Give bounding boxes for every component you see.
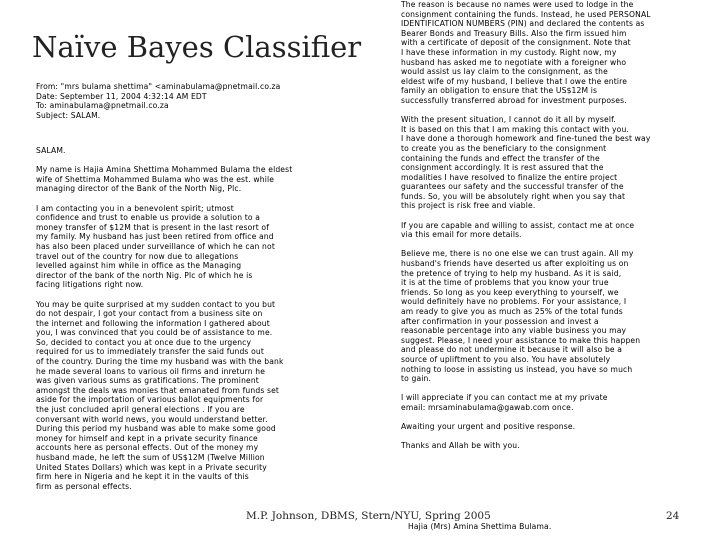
email-paragraph: You may be quite surprised at my sudden contact to you but do not despair, I got your contact from a business site on the internet and following the information I gathered about you, I was convinced that you could be of assistance to me. So, decided to contact you at once due to the urgency required for us to immediately transfer the said funds out of the country. During the time my husband was with the bank he made several loans to various oil firms and inreturn he was given various sums as gratifications. The prominent amongst the deals was monies that emanated from funds set aside for the importation of various ballot equipments for the just concluded april general elections . If you are conversant with world news, you would understand better. During this period my husband was able to make some good money for himself and kept in a private security finance accounts here as personal effects. Out of the money my husband made, he left the sum of US$12M (Twelve Million United States Dollars) which was kept in a Private security firm here in Nigeria and he kept it in the vaults of this firm as personal effects.	[36, 299, 284, 491]
email-paragraph: With the present situation, I cannot do it all by myself. It is based on this that I am making this contact with you. I have done a thorough homework and fine-tuned the best way to create you as the beneficiary to the consignment containing the funds and effect the transfer of the consignment accordingly. It is rest assured that the modalities I have resolved to finalize the entire project guarantees our safety and the successful transfer of the funds. So, you will be absolutely right when you say that this project is risk free and viable.	[401, 115, 651, 211]
email-header: From: "mrs bulama shettima" <aminabulama@pnetmail.co.za Date: September 11, 2004 4:32:14 AM EDT To: aminabulama@pnetmail.co.za Subject: SALAM.	[36, 82, 281, 120]
email-paragraph: Awaiting your urgent and positive response.	[401, 422, 576, 432]
email-paragraph: I will appreciate if you can contact me at my private email: mrsaminabulama@gawab.com once.	[401, 393, 608, 412]
page-number: 24	[666, 510, 680, 522]
email-paragraph: Believe me, there is no one else we can trust again. All my husband's friends have deserted us after exploiting us on the pretence of trying to help my husband. As it is said, it is at the time of problems that you know your true friends. So long as you keep everything to yourself, we would definitely have no problems. For your assistance, I am ready to give you as much as 25% of the total funds after confirmation in your possession and invest a reasonable percentage into any viable business you may suggest. Please, I need your assistance to make this happen and please do not undermine it because it will also be a source of upliftment to you also. You have absolutely nothing to loose in assisting us instead, you have so much to gain.	[401, 249, 641, 384]
slide-title: Naïve Bayes Classifier	[32, 30, 362, 64]
email-paragraph: If you are capable and willing to assist, contact me at once via this email for more details.	[401, 220, 635, 240]
email-paragraph: Thanks and Allah be with you.	[401, 441, 520, 451]
email-paragraph: My name is Hajia Amina Shettima Mohammed Bulama the eldest wife of Shettima Mohammed Bulama who was the est. while managing director of the Bank of the North Nig, Plc.	[36, 165, 293, 194]
email-body-right-column	[401, 0, 701, 461]
email-paragraph: The reason is because no names were used to lodge in the consignment containing the funds. Instead, he used PERSONAL IDENTIFICATION NUMBERS (PIN) and declared the contents as Bearer Bonds and Treasury Bills. Also the firm issued him with a certificate of deposit of the consignment. Note that I have these information in my custody. Right now, my husband has asked me to negotiate with a foreigner who would assist us lay claim to the consignment, as the eldest wife of my husband, I believe that I owe the entire family an obligation to ensure that the US$12M is successfully transferred abroad for investment purposes.	[401, 0, 651, 105]
slide-footer: M.P. Johnson, DBMS, Stern/NYU, Spring 2005	[246, 510, 491, 522]
email-signature: Hajia (Mrs) Amina Shettima Bulama.	[408, 522, 552, 531]
email-body-left-column	[36, 146, 388, 501]
email-paragraph: I am contacting you in a benevolent spirit; utmost confidence and trust to enable us provide a solution to a money transfer of $12M that is present in the last resort of my family. My husband has just been retired from office and has also been placed under surveillance of which he can not travel out of the country for now due to allegations levelled against him while in office as the Managing director of the bank of the north Nig. Plc of which he is facing litigations right now.	[36, 203, 275, 290]
email-paragraph: SALAM.	[36, 146, 66, 155]
